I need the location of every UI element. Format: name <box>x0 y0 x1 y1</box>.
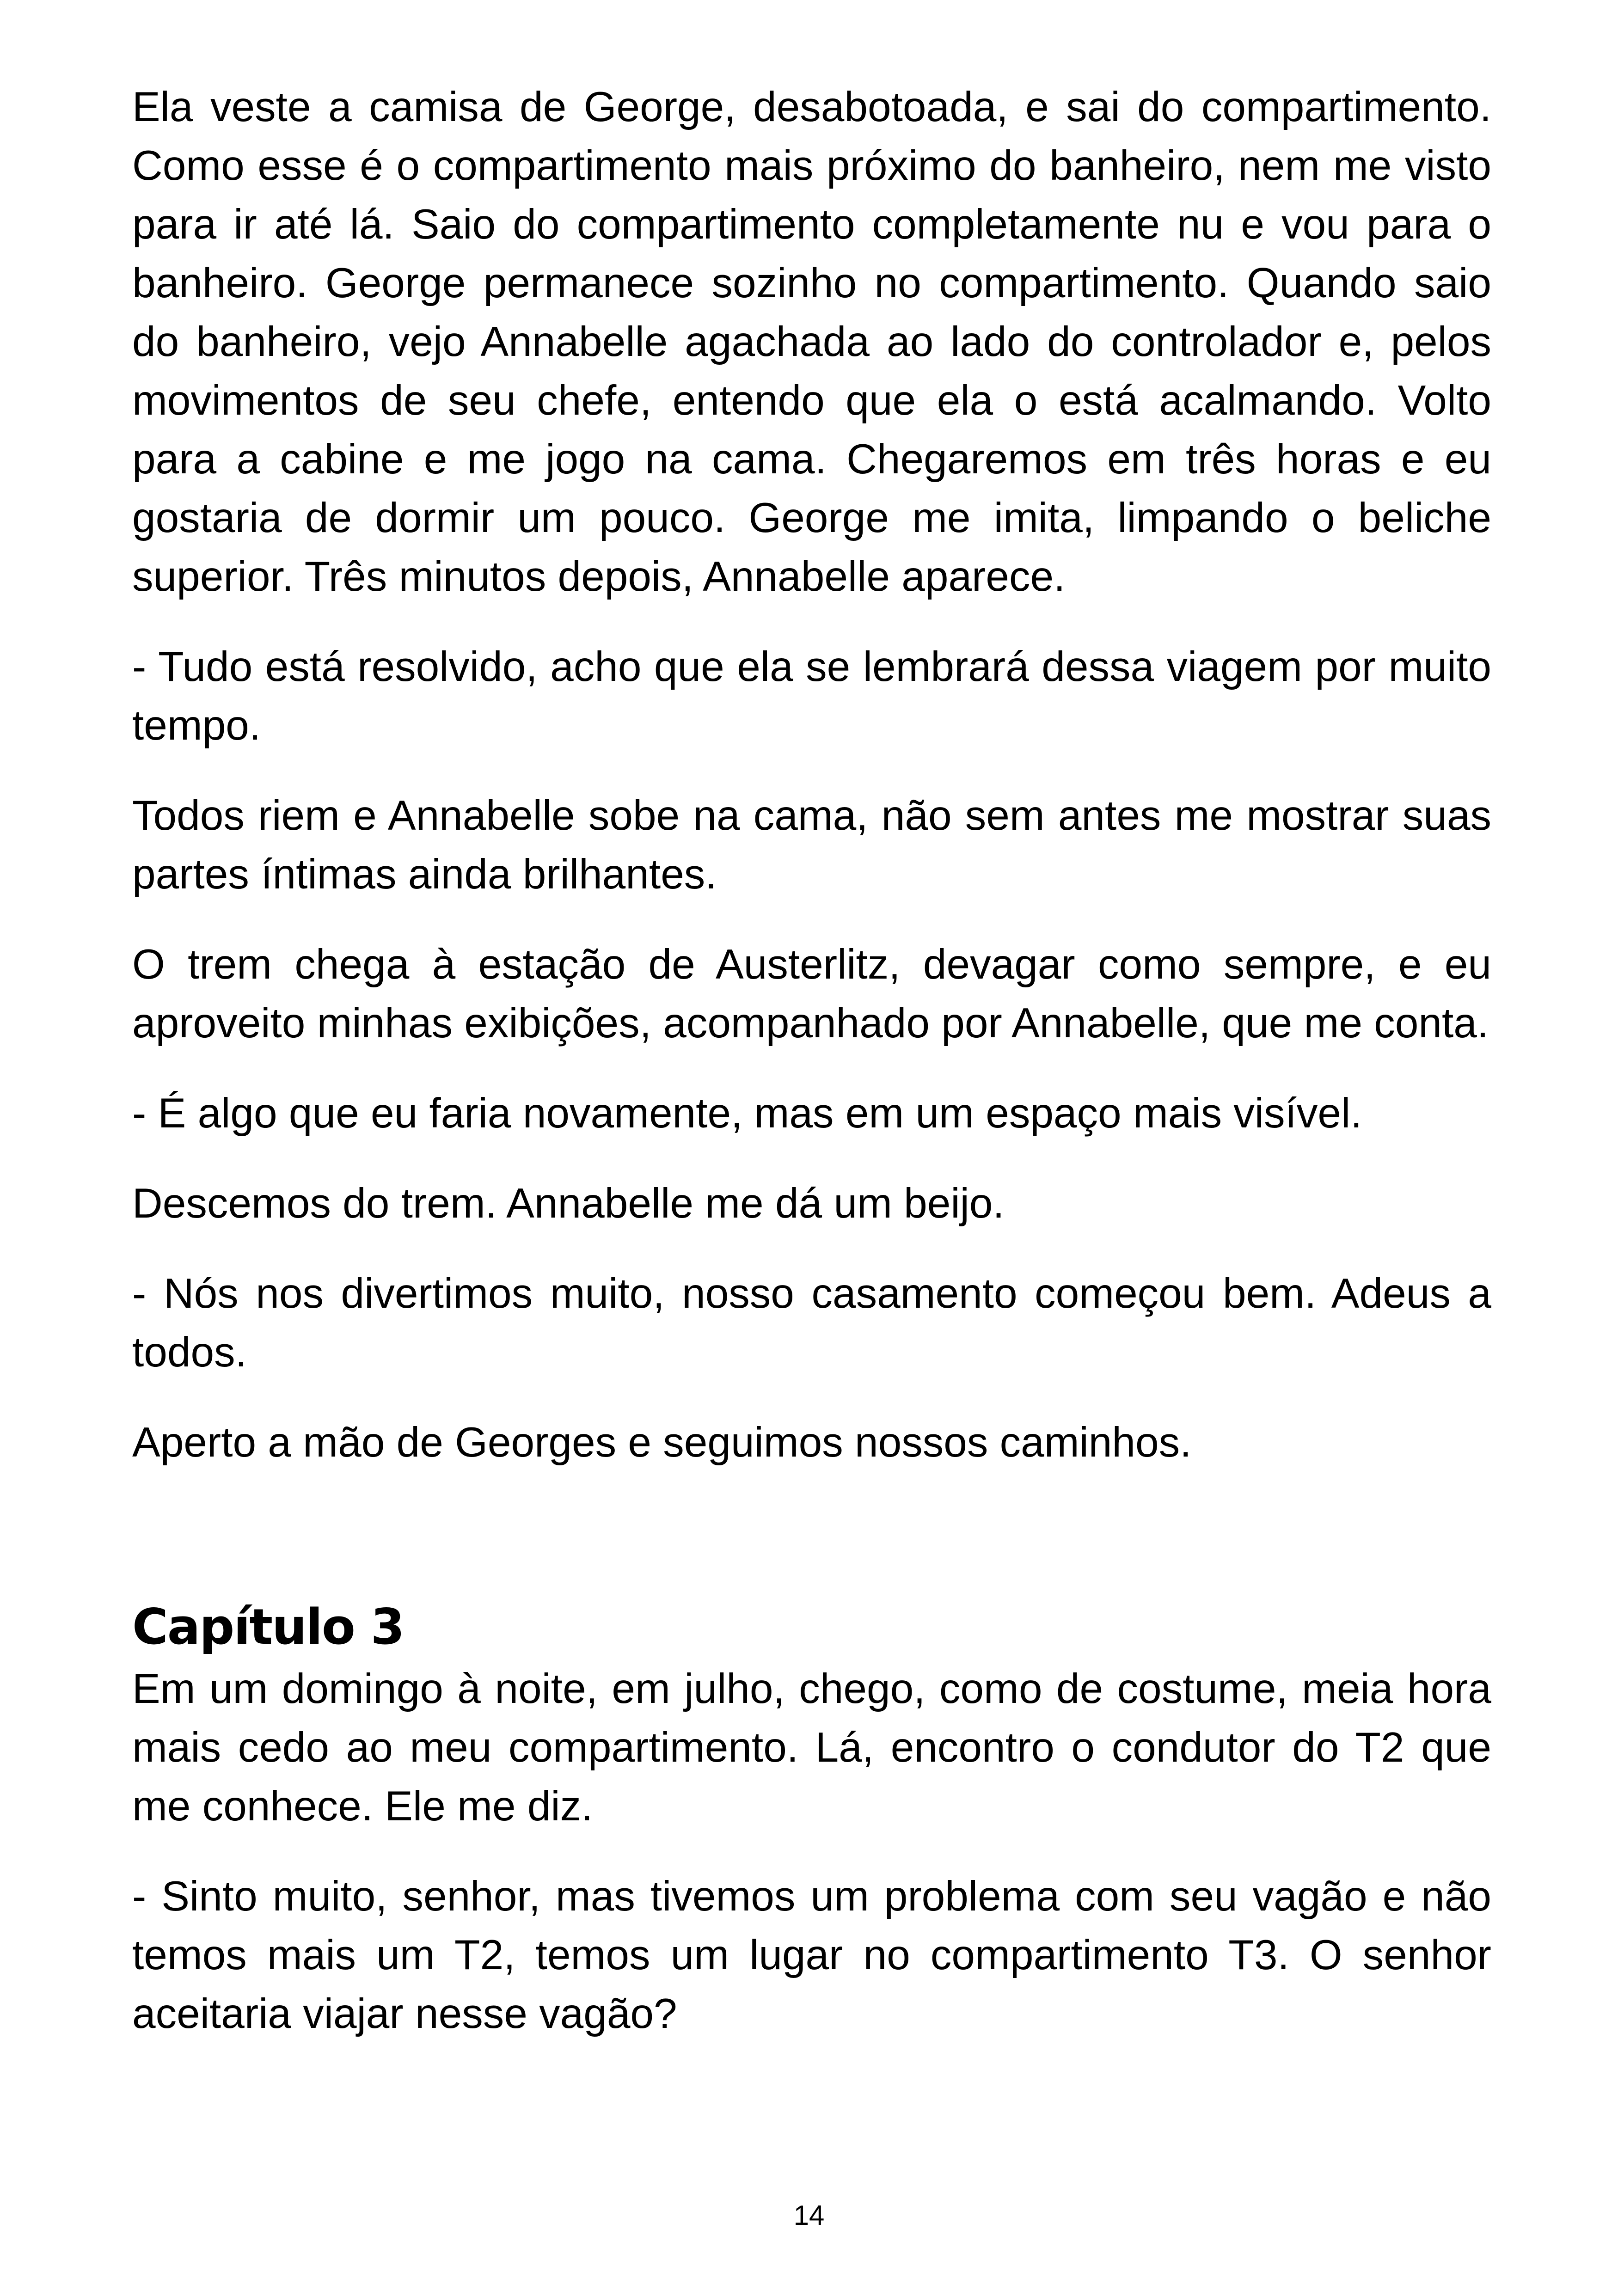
paragraph: Todos riem e Annabelle sobe na cama, não sem antes me mostrar suas partes íntimas ainda brilhantes. <box>132 792 1491 898</box>
paragraph: - Tudo está resolvido, acho que ela se lembrará dessa viagem por muito tempo. <box>132 643 1491 749</box>
paragraph: Aperto a mão de Georges e seguimos nossos caminhos. <box>132 1419 1192 1466</box>
paragraph: O trem chega à estação de Austerlitz, devagar como sempre, e eu aproveito minhas exibições, acompanhado por Annabelle, que me conta. <box>132 941 1491 1047</box>
paragraph: Descemos do trem. Annabelle me dá um beijo. <box>132 1180 1005 1227</box>
paragraph: Ela veste a camisa de George, desabotoada, e sai do compartimento. Como esse é o compartimento mais próximo do banheiro, nem me visto para ir até lá. Saio do compartimento completamente nu e vou para o banheiro. George permanece sozinho no compartimento. Quando saio do banheiro, vejo Annabelle agachada ao lado do controlador e, pelos movimentos de seu chefe, entendo que ela o está acalmando. Volto para a cabine e me jogo na cama. Chegaremos em três horas e eu gostaria de dormir um pouco. George me imita, limpando o beliche superior. Três minutos depois, Annabelle aparece. <box>132 84 1491 600</box>
paragraph: - É algo que eu faria novamente, mas em um espaço mais visível. <box>132 1090 1362 1137</box>
chapter-title: Capítulo 3 <box>132 1598 404 1655</box>
paragraph: Em um domingo à noite, em julho, chego, como de costume, meia hora mais cedo ao meu compartimento. Lá, encontro o condutor do T2 que me conhece. Ele me diz. <box>132 1665 1491 1830</box>
paragraph: - Sinto muito, senhor, mas tivemos um problema com seu vagão e não temos mais um T2, temos um lugar no compartimento T3. O senhor aceitaria viajar nesse vagão? <box>132 1873 1491 2037</box>
chapter-section <box>132 1595 1491 2075</box>
body-text <box>132 78 1491 1503</box>
paragraph: - Nós nos divertimos muito, nosso casamento começou bem. Adeus a todos. <box>132 1270 1491 1376</box>
page-number: 14 <box>793 2200 825 2231</box>
